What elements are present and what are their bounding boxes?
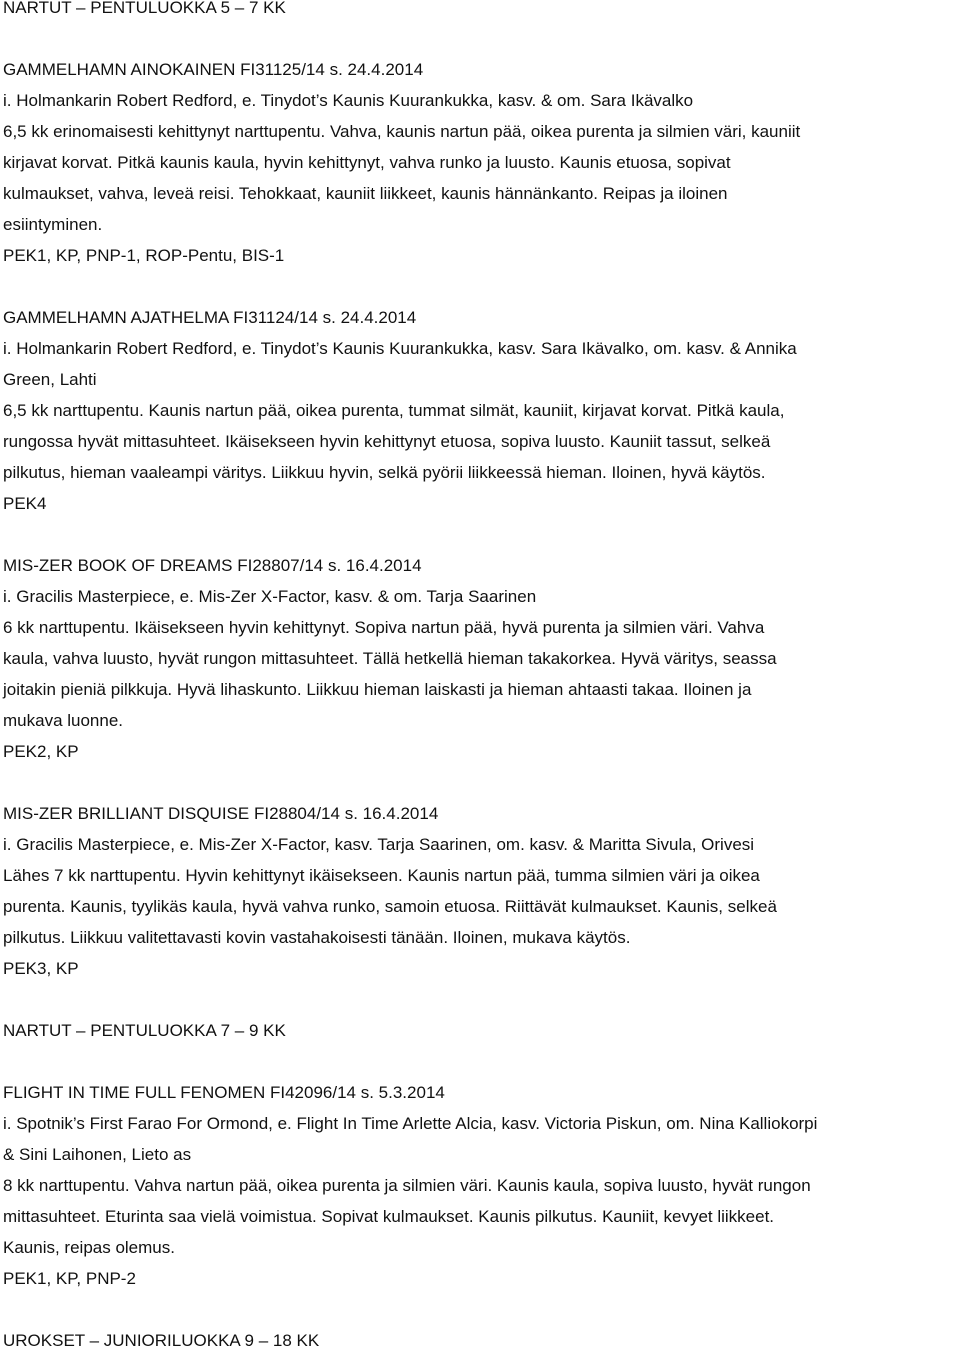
text-line: pilkutus, hieman vaaleampi väritys. Liikkuu hyvin, selkä pyörii liikkeessä hieman. Iloinen, hyvä käytös. [3,463,766,482]
blank-line [3,271,958,302]
text-line: 6,5 kk narttupentu. Kaunis nartun pää, oikea purenta, tummat silmät, kauniit, kirjavat korvat. Pitkä kaula, [3,401,785,420]
blank-line [3,23,958,54]
text-line: NARTUT – PENTULUOKKA 5 – 7 KK [3,0,286,17]
text-line: PEK3, KP [3,959,79,978]
blank-line [3,984,958,1015]
text-line: kulmaukset, vahva, leveä reisi. Tehokkaat, kauniit liikkeet, kaunis hännänkanto. Reipas ja iloinen [3,184,728,203]
text-line: purenta. Kaunis, tyylikäs kaula, hyvä vahva runko, samoin etuosa. Riittävät kulmaukset. Kaunis, selkeä [3,897,777,916]
text-line: MIS-ZER BOOK OF DREAMS FI28807/14 s. 16.4.2014 [3,556,422,575]
text-line: GAMMELHAMN AINOKAINEN FI31125/14 s. 24.4.2014 [3,60,424,79]
text-line: i. Holmankarin Robert Redford, e. Tinydot’s Kaunis Kuurankukka, kasv. & om. Sara Ikävalko [3,91,694,110]
text-line: Green, Lahti [3,370,97,389]
text-line: PEK1, KP, PNP-1, ROP-Pentu, BIS-1 [3,246,285,265]
text-line: NARTUT – PENTULUOKKA 7 – 9 KK [3,1021,286,1040]
blank-line [3,767,958,798]
text-line: pilkutus. Liikkuu valitettavasti kovin vastahakoisesti tänään. Iloinen, mukava käytös. [3,928,631,947]
text-line: 6 kk narttupentu. Ikäisekseen hyvin kehittynyt. Sopiva nartun pää, hyvä purenta ja silmien väri. Vahva [3,618,765,637]
text-line: GAMMELHAMN AJATHELMA FI31124/14 s. 24.4.2014 [3,308,417,327]
text-line: esiintyminen. [3,215,103,234]
text-line: mittasuhteet. Eturinta saa vielä voimistua. Sopivat kulmaukset. Kaunis pilkutus. Kauniit, kevyet liikkeet. [3,1207,775,1226]
text-line: kirjavat korvat. Pitkä kaunis kaula, hyvin kehittynyt, vahva runko ja luusto. Kaunis etuosa, sopivat [3,153,731,172]
text-line: FLIGHT IN TIME FULL FENOMEN FI42096/14 s. 5.3.2014 [3,1083,445,1102]
text-line: i. Spotnik’s First Farao For Ormond, e. Flight In Time Arlette Alcia, kasv. Victoria Piskun, om. Nina Kalliokorpi [3,1114,818,1133]
blank-line [3,1046,958,1077]
text-line: & Sini Laihonen, Lieto as [3,1145,192,1164]
text-line: Kaunis, reipas olemus. [3,1238,175,1257]
text-line: MIS-ZER BRILLIANT DISQUISE FI28804/14 s. 16.4.2014 [3,804,439,823]
text-line: 6,5 kk erinomaisesti kehittynyt narttupentu. Vahva, kaunis nartun pää, oikea purenta ja silmien väri, kauniit [3,122,801,141]
text-line: UROKSET – JUNIORILUOKKA 9 – 18 KK [3,1331,320,1350]
blank-line [3,519,958,550]
text-line: PEK4 [3,494,47,513]
text-line: Lähes 7 kk narttupentu. Hyvin kehittynyt ikäisekseen. Kaunis nartun pää, tumma silmien väri ja oikea [3,866,760,885]
text-line: rungossa hyvät mittasuhteet. Ikäisekseen hyvin kehittynyt etuosa, sopiva luusto. Kauniit tassut, selkeä [3,432,771,451]
text-line: PEK2, KP [3,742,79,761]
text-line: i. Holmankarin Robert Redford, e. Tinydot’s Kaunis Kuurankukka, kasv. Sara Ikävalko, om. kasv. & Annika [3,339,797,358]
text-line: i. Gracilis Masterpiece, e. Mis-Zer X-Factor, kasv. & om. Tarja Saarinen [3,587,537,606]
text-line: 8 kk narttupentu. Vahva nartun pää, oikea purenta ja silmien väri. Kaunis kaula, sopiva luusto, hyvät rungon [3,1176,811,1195]
document-page [3,0,958,1356]
text-line: kaula, vahva luusto, hyvät rungon mittasuhteet. Tällä hetkellä hieman takakorkea. Hyvä väritys, seassa [3,649,777,668]
text-line: mukava luonne. [3,711,124,730]
blank-line [3,1294,958,1325]
text-line: i. Gracilis Masterpiece, e. Mis-Zer X-Factor, kasv. Tarja Saarinen, om. kasv. & Maritta Sivula, Orivesi [3,835,755,854]
text-line: PEK1, KP, PNP-2 [3,1269,136,1288]
text-line: joitakin pieniä pilkkuja. Hyvä lihaskunto. Liikkuu hieman laiskasti ja hieman ahtaasti takaa. Iloinen ja [3,680,752,699]
